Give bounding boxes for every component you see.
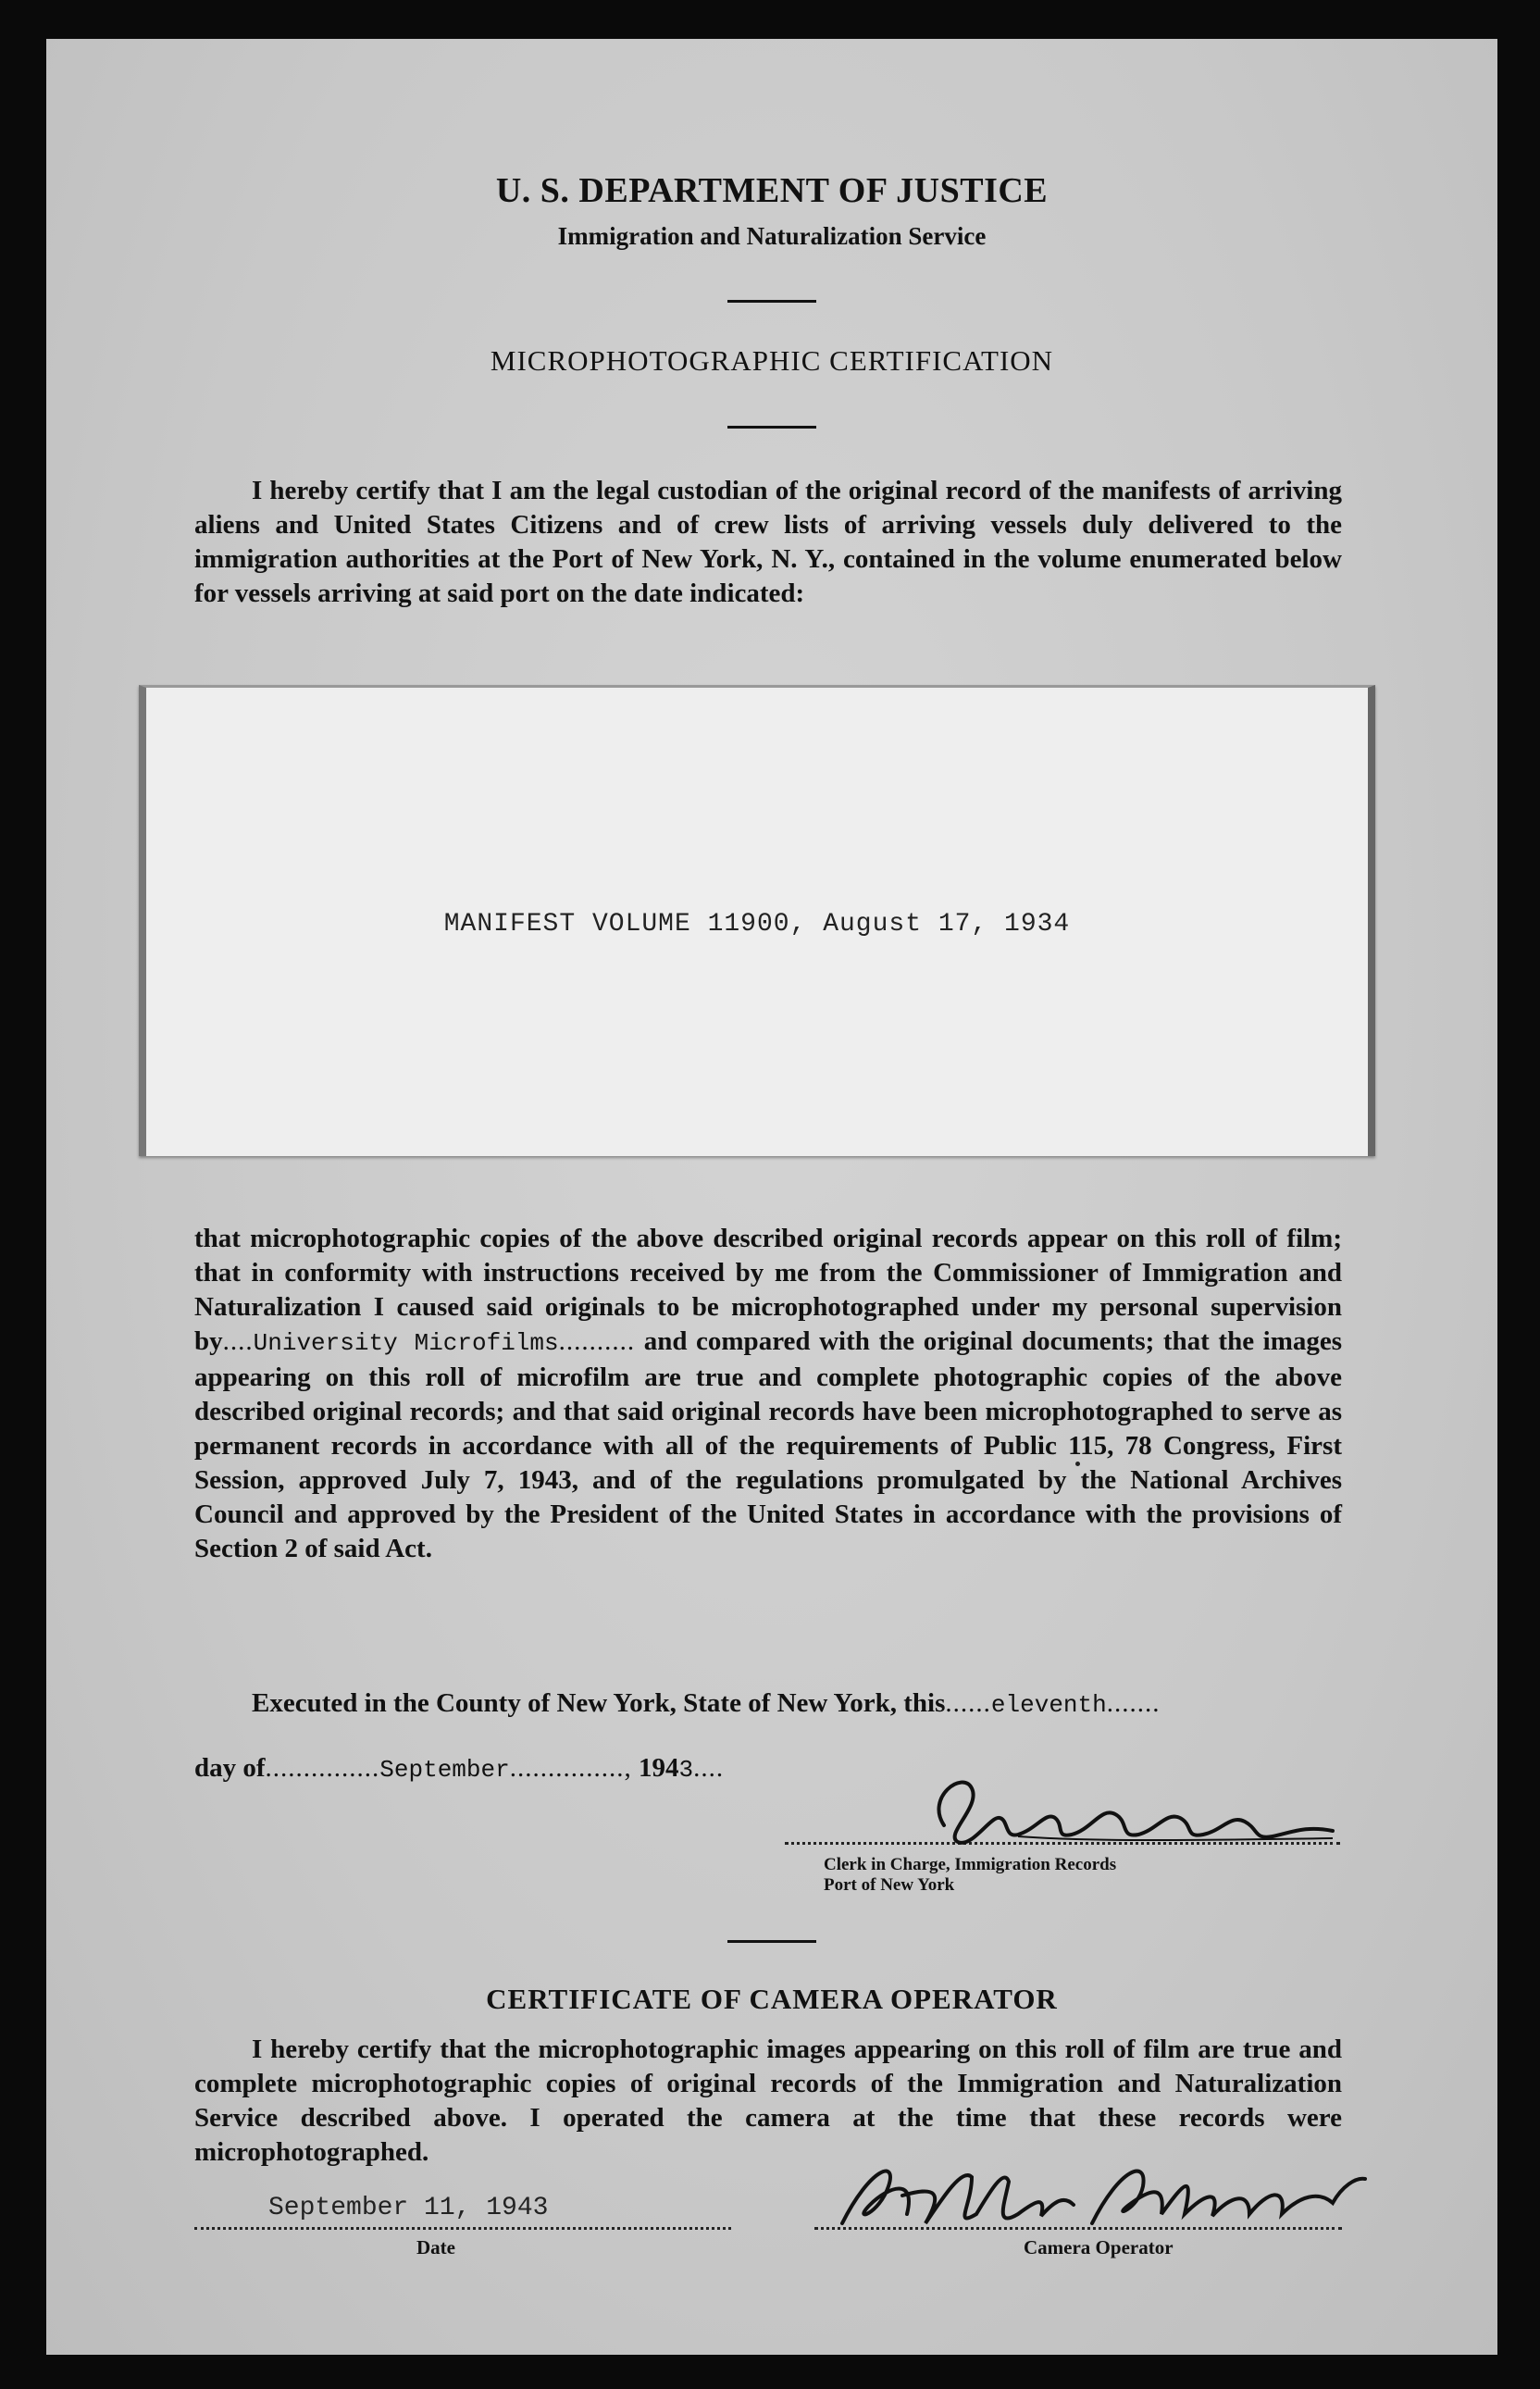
month-value: September — [379, 1756, 510, 1784]
camera-certificate-title: CERTIFICATE OF CAMERA OPERATOR — [486, 1983, 1058, 2015]
divider — [727, 300, 816, 303]
filler-dots: ....... — [1106, 1688, 1161, 1718]
day-of-label: day of — [194, 1753, 266, 1783]
company-name: University Microfilms — [253, 1329, 559, 1357]
clerk-signature — [907, 1761, 1342, 1853]
day-ordinal: eleventh — [990, 1691, 1107, 1719]
date-label: Date — [416, 2236, 455, 2258]
intro-paragraph: I hereby certify that I am the legal custodian of the original record of the manifests of arriving aliens and United States Citizens and of crew lists of arriving vessels duly delivered to the immigration authorities at the Port of New York, N. Y., contained in the volume enumerated below for vessels arriving at said port on the date indicated: — [194, 476, 1342, 608]
certification-body — [194, 1222, 1342, 1566]
camera-operator-label: Camera Operator — [1024, 2236, 1174, 2258]
divider — [727, 1940, 816, 1943]
body-text-part2: and compared with the original documents; that the images appearing on this roll of microfilm are true and complete photographic copies of the above described original records; and that said original records have been microphotographed to serve as permanent records in accordance with all of the requirements of Public 115, 78 Congress, First Session, approved July 7, 1943, and of the regulations promulgated by the National Archives Council and approved by the President of the United States in accordance with the provisions of Section 2 of said Act. — [194, 1326, 1343, 1563]
date-signature-line — [194, 2227, 731, 2230]
body-text-part1: that microphotographic copies of the above described original records appear on this roll of film; that in conformity with instructions received by me from the Commissioner of Immigration and Naturalization I caused said originals to be microphotographed under my personal supervision by — [194, 1224, 1342, 1356]
filler-dots: .... — [222, 1326, 254, 1356]
year-prefix: 194 — [638, 1753, 679, 1783]
department-heading: U. S. DEPARTMENT OF JUSTICE — [495, 171, 1049, 210]
operator-date-value: September 11, 1943 — [268, 2194, 549, 2222]
certificate-sheet — [46, 39, 1497, 2355]
manifest-volume-text: MANIFEST VOLUME 11900, August 17, 1934 — [443, 910, 1071, 939]
filler-dots: ..............., — [509, 1753, 632, 1783]
certificate-title: MICROPHOTOGRAPHIC CERTIFICATION — [490, 344, 1054, 377]
camera-operator-signature — [814, 2149, 1370, 2242]
executed-line — [194, 1686, 1342, 1723]
filler-dots: ...... — [945, 1688, 991, 1718]
manifest-slip — [139, 685, 1375, 1156]
executed-text: Executed in the County of New York, State of New York, this — [252, 1688, 946, 1718]
clerk-title-line2: Port of New York — [824, 1875, 955, 1895]
clerk-title-line1: Clerk in Charge, Immigration Records — [824, 1855, 1117, 1874]
camera-certificate-text: I hereby certify that the microphotographic images appearing on this roll of film are true and complete microphotographic copies of original records of the Immigration and Naturalization Service described above. I operated the camera at the time that these records were microphotographed. — [194, 2034, 1342, 2167]
clerk-title — [824, 1855, 1116, 1896]
service-heading: Immigration and Naturalization Service — [557, 222, 987, 250]
filler-dots: .......... — [558, 1326, 636, 1356]
year-typed-digit: 3 — [678, 1756, 694, 1784]
divider — [727, 426, 816, 429]
filler-dots: .... — [693, 1753, 725, 1783]
filler-dots: ............... — [265, 1753, 380, 1783]
